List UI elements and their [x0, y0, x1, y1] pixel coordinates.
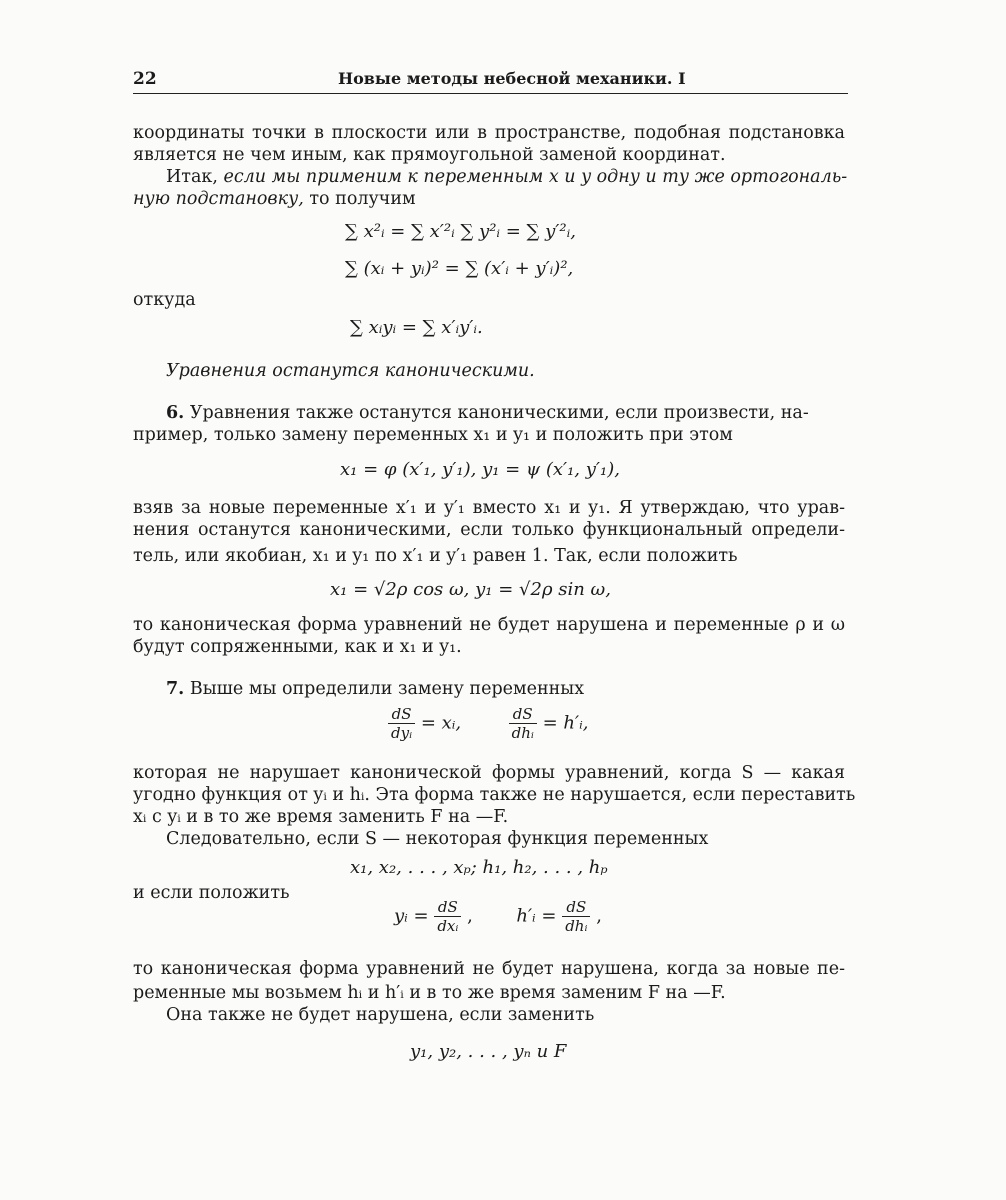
text-line: и если положить	[133, 883, 290, 903]
text-span: Уравнения также останутся каноническими, если произвести, на-	[189, 403, 809, 423]
equation: x₁ = φ (x′₁, y′₁), y₁ = ψ (x′₁, y′₁),	[340, 459, 620, 480]
text-line: нения останутся каноническими, если только функциональный определи-	[133, 520, 845, 540]
equation: x₁ = √2ρ cos ω, y₁ = √2ρ sin ω,	[330, 579, 611, 600]
text-line: взяв за новые переменные x′₁ и y′₁ вместо x₁ и y₁. Я утверждаю, что урав-	[133, 498, 845, 518]
page-number: 22	[133, 69, 157, 89]
text-line: координаты точки в плоскости или в пространстве, подобная подстановка	[133, 123, 845, 143]
fraction-numerator: dS	[562, 898, 590, 917]
fraction	[509, 705, 537, 742]
equation: x₁, x₂, . . . , xₚ; h₁, h₂, . . . , hₚ	[350, 857, 608, 878]
text-span: то получим	[309, 189, 416, 209]
text-line	[166, 166, 846, 188]
fraction	[434, 898, 461, 935]
equation: ∑ (xᵢ + yᵢ)² = ∑ (x′ᵢ + y′ᵢ)²,	[345, 258, 574, 279]
text-line: то каноническая форма уравнений не будет нарушена и переменные ρ и ω	[133, 615, 845, 635]
italic-span: ную подстановку,	[133, 189, 304, 209]
text-line: xᵢ с yᵢ и в то же время заменить F на —F.	[133, 807, 509, 827]
equation: ∑ x²ᵢ = ∑ x′²ᵢ ∑ y²ᵢ = ∑ y′²ᵢ,	[345, 221, 576, 242]
text-line	[133, 188, 416, 210]
text-line: Следовательно, если S — некоторая функция переменных	[166, 829, 709, 849]
running-title: Новые методы небесной механики. I	[338, 69, 686, 88]
page-header	[133, 69, 848, 94]
fraction-denominator: dxᵢ	[437, 917, 459, 935]
text-line: тель, или якобиан, x₁ и y₁ по x′₁ и y′₁ равен 1. Так, если положить	[133, 546, 738, 566]
fraction-numerator: dS	[434, 898, 461, 917]
text-line: является не чем иным, как прямоугольной заменой координат.	[133, 145, 726, 165]
text-span: Выше мы определили замену переменных	[189, 679, 585, 699]
fraction-denominator: dhᵢ	[511, 724, 534, 742]
equation-part: yᵢ =	[394, 905, 429, 927]
text-line: ременные мы возьмем hᵢ и h′ᵢ и в то же время заменим F на —F.	[133, 983, 726, 1003]
fraction	[562, 898, 590, 935]
text-line: будут сопряженными, как и x₁ и y₁.	[133, 637, 462, 657]
text-span: Итак,	[166, 167, 218, 187]
equation-part: = xᵢ,	[420, 712, 462, 734]
text-line: пример, только замену переменных x₁ и y₁ и положить при этом	[133, 425, 733, 445]
section-number: 7.	[166, 679, 185, 699]
fraction-numerator: dS	[509, 705, 537, 724]
fraction-denominator: dyᵢ	[391, 724, 413, 742]
fraction-numerator: dS	[388, 705, 415, 724]
text-line: откуда	[133, 290, 196, 310]
text-line: то каноническая форма уравнений не будет нарушена, когда за новые пе-	[133, 959, 845, 979]
text-line: угодно функция от yᵢ и hᵢ. Эта форма также не нарушается, если переставить	[133, 785, 856, 805]
text-line: которая не нарушает канонической формы уравнений, когда S — какая	[133, 763, 845, 783]
text-line	[166, 402, 846, 424]
equation-part: = h′ᵢ,	[542, 712, 589, 734]
equation: ∑ xᵢyᵢ = ∑ x′ᵢy′ᵢ.	[350, 317, 483, 338]
italic-line: Уравнения останутся каноническими.	[166, 361, 535, 381]
equation-derivatives	[388, 705, 588, 742]
fraction	[388, 705, 415, 742]
text-line	[166, 678, 584, 700]
italic-span: если мы применим к переменным x и y одну и ту же ортогональ-	[223, 167, 848, 187]
text-line: Она также не будет нарушена, если заменить	[166, 1005, 595, 1025]
fraction-denominator: dhᵢ	[565, 917, 588, 935]
equation-derivatives: yᵢ = $\frac{dS}{\text{dxᵢ}}$ , h′ᵢ = $\frac{dS}{\text{dhᵢ}}$ ,	[394, 898, 602, 935]
section-number: 6.	[166, 403, 185, 423]
equation-part: h′ᵢ =	[516, 905, 557, 927]
equation: y₁, y₂, . . . , yₙ и F	[410, 1041, 567, 1062]
